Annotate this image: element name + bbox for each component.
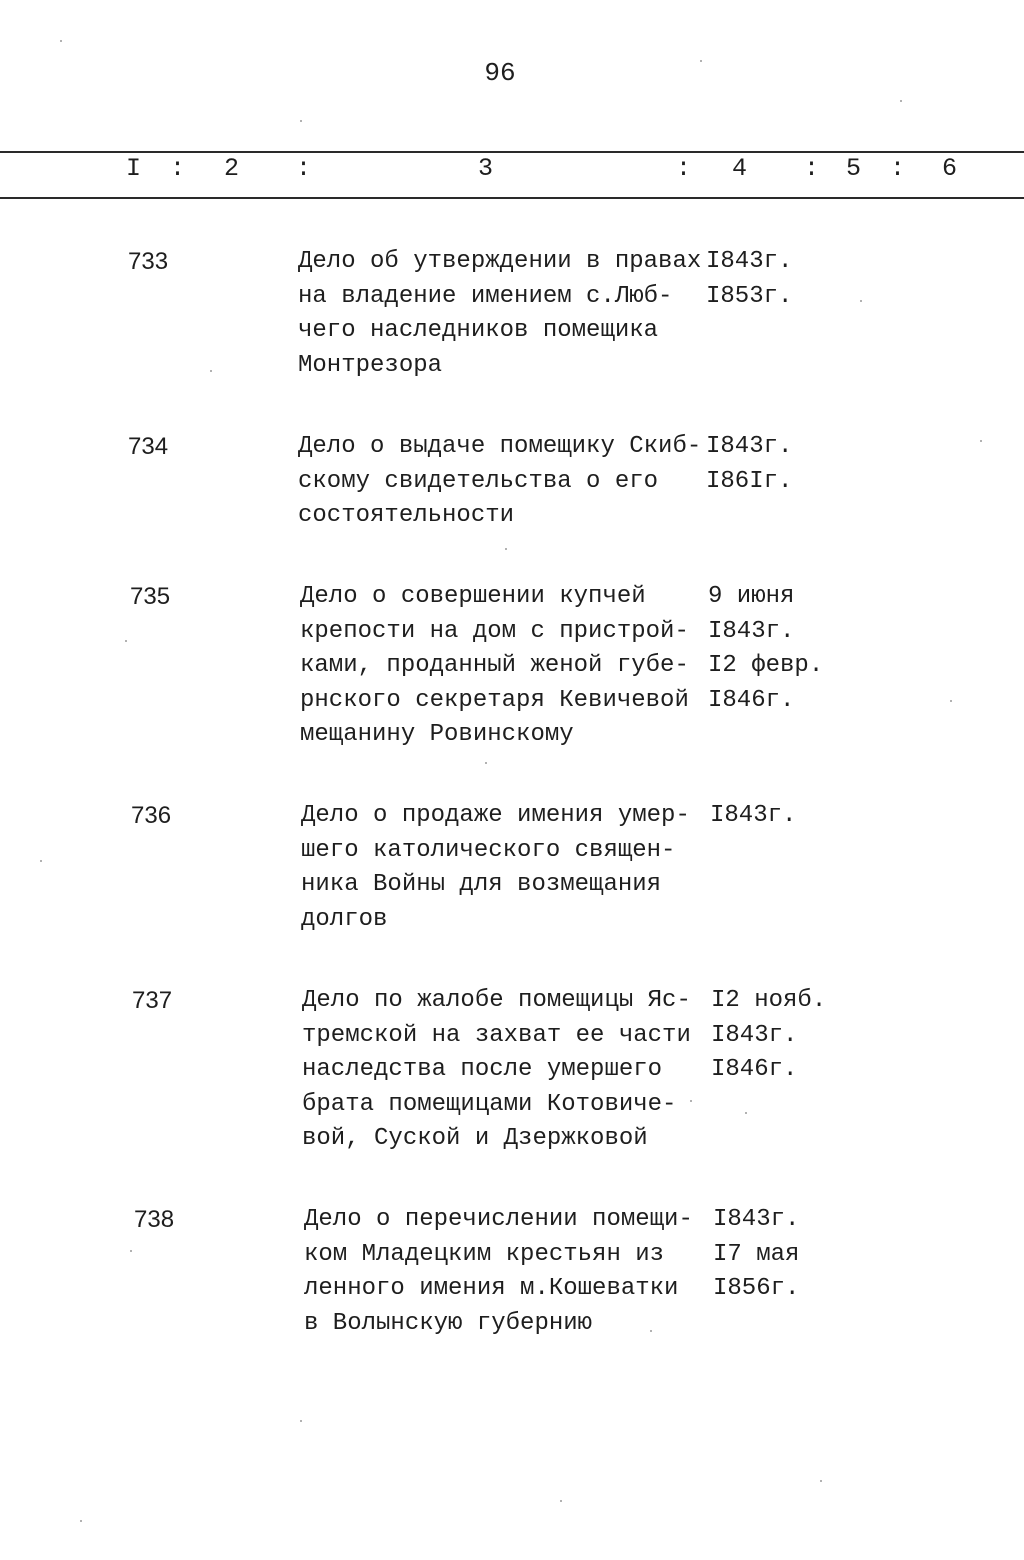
column-separator: :	[890, 154, 906, 183]
date-line: I2 нояб.	[711, 987, 827, 1014]
entry-description	[301, 799, 711, 937]
column-header-4: 4	[732, 154, 748, 183]
date-line: I843г.	[713, 1206, 800, 1233]
description-line: ника Войны для возмещания	[301, 871, 662, 898]
speck	[505, 548, 507, 550]
speck	[560, 1500, 562, 1502]
entry-dates	[706, 430, 846, 499]
description-line: в Волынскую губернию	[304, 1309, 593, 1337]
entry-number: 737	[132, 987, 173, 1014]
column-header-3: 3	[478, 154, 494, 183]
entry-number: 734	[128, 433, 169, 460]
date-line: I7 мая	[713, 1240, 800, 1268]
date-line: I2 февр.	[708, 652, 824, 679]
column-separator: :	[804, 154, 820, 183]
entry-description	[298, 245, 708, 383]
entry-description	[300, 580, 710, 753]
entry-dates	[706, 245, 846, 314]
date-line: I846г.	[711, 1056, 798, 1083]
description-line: Дело о продаже имения умер-	[301, 802, 690, 829]
description-line: ком Младецким крестьян из	[304, 1240, 665, 1268]
entry-dates	[711, 984, 851, 1088]
column-separator: :	[676, 154, 692, 183]
date-line: I843г.	[706, 248, 793, 275]
column-separator: :	[170, 154, 186, 183]
description-line: Дело о выдаче помещику Скиб-	[298, 433, 702, 460]
description-line: Дело о перечислении помещи-	[304, 1206, 693, 1233]
speck	[860, 300, 862, 302]
date-line: I853г.	[706, 282, 793, 310]
column-header-1: I	[126, 154, 142, 183]
entry-number: 736	[131, 802, 172, 829]
description-line: вой, Суской и Дзержковой	[302, 1125, 648, 1152]
entry-description	[302, 984, 712, 1157]
date-line: I856г.	[713, 1275, 800, 1302]
description-line: скому свидетельства о его	[298, 467, 659, 495]
date-line: I86Iг.	[706, 467, 793, 495]
date-line: I843г.	[708, 617, 795, 645]
speck	[700, 60, 702, 62]
speck	[80, 1520, 82, 1522]
description-line: брата помещицами Котовиче-	[302, 1090, 677, 1118]
description-line: Дело об утверждении в правах	[298, 248, 702, 275]
description-line: крепости на дом с пристрой-	[300, 617, 689, 645]
date-line: 9 июня	[708, 583, 795, 610]
description-line: шего католического священ-	[301, 836, 676, 864]
page-number: 96	[484, 58, 516, 88]
description-line: чего наследников помещика	[298, 317, 659, 344]
entry-dates	[708, 580, 848, 718]
header-rule-bottom	[0, 197, 1024, 199]
speck	[950, 700, 952, 702]
speck	[900, 100, 902, 102]
date-line: I846г.	[708, 686, 795, 714]
description-line: рнского секретаря Кевичевой	[300, 686, 689, 714]
date-line: I843г.	[710, 802, 797, 829]
description-line: долгов	[301, 905, 388, 933]
speck	[820, 1480, 822, 1482]
description-line: состоятельности	[298, 502, 515, 529]
description-line: Дело по жалобе помещицы Яс-	[302, 987, 691, 1014]
description-line: ленного имения м.Кошеватки	[304, 1275, 679, 1302]
description-line: мещанину Ровинскому	[300, 721, 574, 748]
speck	[130, 1250, 132, 1252]
description-line: на владение имением с.Люб-	[298, 282, 673, 310]
description-line: ками, проданный женой губе-	[300, 652, 689, 679]
speck	[40, 860, 42, 862]
column-header-6: 6	[942, 154, 958, 183]
speck	[125, 640, 127, 642]
entry-number: 735	[130, 583, 171, 610]
entry-description	[298, 430, 708, 534]
date-line: I843г.	[706, 433, 793, 460]
description-line: тремской на захват ее части	[302, 1021, 691, 1049]
description-line: наследства после умершего	[302, 1056, 663, 1083]
speck	[980, 440, 982, 442]
speck	[60, 40, 62, 42]
speck	[300, 1420, 302, 1422]
entry-description	[304, 1203, 714, 1341]
entry-dates	[710, 799, 850, 834]
entry-number: 733	[128, 248, 169, 275]
speck	[650, 1330, 652, 1332]
speck	[745, 1112, 747, 1114]
description-line: Монтрезора	[298, 351, 443, 379]
header-rule-top	[0, 151, 1024, 153]
speck	[300, 120, 302, 122]
description-line: Дело о совершении купчей	[300, 583, 646, 610]
column-separator: :	[296, 154, 312, 183]
column-header-2: 2	[224, 154, 240, 183]
entry-dates	[713, 1203, 853, 1307]
entry-number: 738	[134, 1206, 175, 1233]
speck	[485, 762, 487, 764]
speck	[210, 370, 212, 372]
speck	[690, 1100, 692, 1102]
date-line: I843г.	[711, 1021, 798, 1049]
column-header-5: 5	[846, 154, 862, 183]
